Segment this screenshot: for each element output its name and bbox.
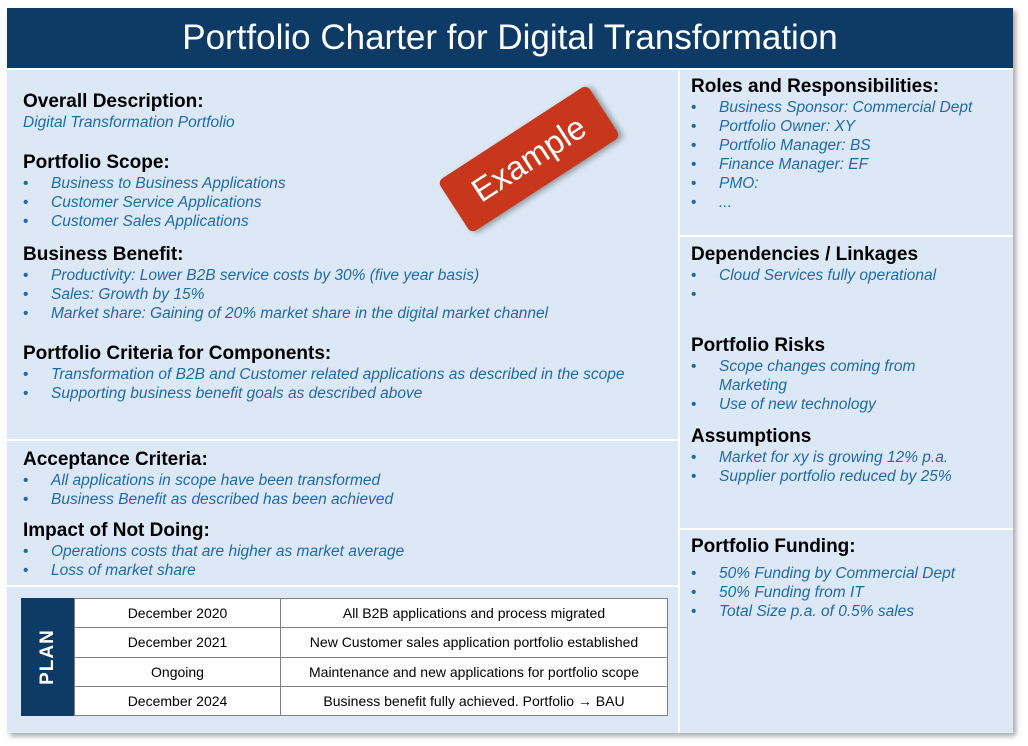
list-item: • ... — [691, 193, 1005, 212]
risks-section — [691, 335, 1005, 414]
list-item: • Customer Sales Applications — [23, 212, 670, 231]
funding-panel — [680, 530, 1013, 733]
list-item: • PMO: — [691, 174, 1005, 193]
overall-heading: Overall Description: — [23, 91, 204, 112]
roles-heading: Roles and Responsibilities: — [691, 76, 940, 97]
list-item: • Portfolio Owner: XY — [691, 117, 1005, 136]
funding-heading: Portfolio Funding: — [691, 536, 856, 557]
list-item: • Scope changes coming from Marketing — [691, 357, 939, 395]
list-item: • Total Size p.a. of 0.5% sales — [691, 602, 1005, 621]
list-item: • Supplier portfolio reduced by 25% — [691, 467, 1005, 486]
risks-panel — [680, 237, 1013, 528]
funding-section — [691, 536, 1005, 621]
list-item: • Cloud Services fully operational — [691, 266, 1005, 285]
plan-milestone: Maintenance and new applications for portfolio scope — [281, 657, 668, 686]
list-item: • Transformation of B2B and Customer related applications as described in the scope — [23, 365, 638, 384]
list-item: • Productivity: Lower B2B service costs by 30% (five year basis) — [23, 266, 670, 285]
list-item: • Operations costs that are higher as market average — [23, 542, 670, 561]
list-item: • Business Benefit as described has been achieved — [23, 490, 670, 509]
list-item: • Loss of market share — [23, 561, 670, 580]
list-item — [691, 285, 1005, 304]
acceptance-heading: Acceptance Criteria: — [23, 449, 208, 470]
assumptions-section — [691, 426, 1005, 486]
scope-heading: Portfolio Scope: — [23, 152, 170, 173]
table-row — [75, 628, 668, 657]
overall-text: Digital Transformation Portfolio — [23, 114, 235, 131]
example-stamp: Example — [437, 85, 620, 234]
roles-panel — [680, 70, 1013, 235]
list-item: • 50% Funding from IT — [691, 583, 1005, 602]
acceptance-section — [23, 449, 670, 509]
plan-milestone: Business benefit fully achieved. Portfolio → BAU — [281, 686, 668, 715]
plan-milestone: All B2B applications and process migrated — [281, 599, 668, 628]
plan-label: PLAN — [36, 629, 58, 685]
plan-table — [74, 598, 668, 716]
plan-date: Ongoing — [75, 657, 281, 686]
plan-date: December 2020 — [75, 599, 281, 628]
list-item: • Market for xy is growing 12% p.a. — [691, 448, 1005, 467]
list-item: • Customer Service Applications — [23, 193, 670, 212]
plan-date: December 2024 — [75, 686, 281, 715]
left-lower-panel — [7, 441, 678, 585]
table-row — [75, 686, 668, 715]
risks-heading: Portfolio Risks — [691, 335, 826, 356]
table-row — [75, 599, 668, 628]
roles-section — [691, 76, 1005, 212]
benefit-section — [23, 244, 670, 323]
list-item: • 50% Funding by Commercial Dept — [691, 564, 1005, 583]
list-item: • Finance Manager: EF — [691, 155, 1005, 174]
impact-heading: Impact of Not Doing: — [23, 520, 210, 541]
page-title: Portfolio Charter for Digital Transformation — [7, 8, 1013, 68]
impact-section — [23, 520, 670, 580]
benefit-heading: Business Benefit: — [23, 244, 184, 265]
list-item: • Market share: Gaining of 20% market share in the digital market channel — [23, 304, 670, 323]
list-item: • All applications in scope have been transformed — [23, 471, 670, 490]
list-item: • Use of new technology — [691, 395, 1005, 414]
list-item: • Business to Business Applications — [23, 174, 670, 193]
table-row — [75, 657, 668, 686]
list-item: • Sales: Growth by 15% — [23, 285, 670, 304]
plan-tab — [21, 598, 74, 716]
criteria-heading: Portfolio Criteria for Components: — [23, 343, 332, 364]
assumptions-heading: Assumptions — [691, 426, 812, 447]
criteria-section — [23, 343, 638, 403]
dependencies-heading: Dependencies / Linkages — [691, 244, 919, 265]
plan-date: December 2021 — [75, 628, 281, 657]
list-item: • Portfolio Manager: BS — [691, 136, 1005, 155]
list-item: • Supporting business benefit goals as described above — [23, 384, 638, 403]
plan-milestone: New Customer sales application portfolio established — [281, 628, 668, 657]
dependencies-section — [691, 244, 1005, 304]
list-item: • Business Sponsor: Commercial Dept — [691, 98, 1005, 117]
